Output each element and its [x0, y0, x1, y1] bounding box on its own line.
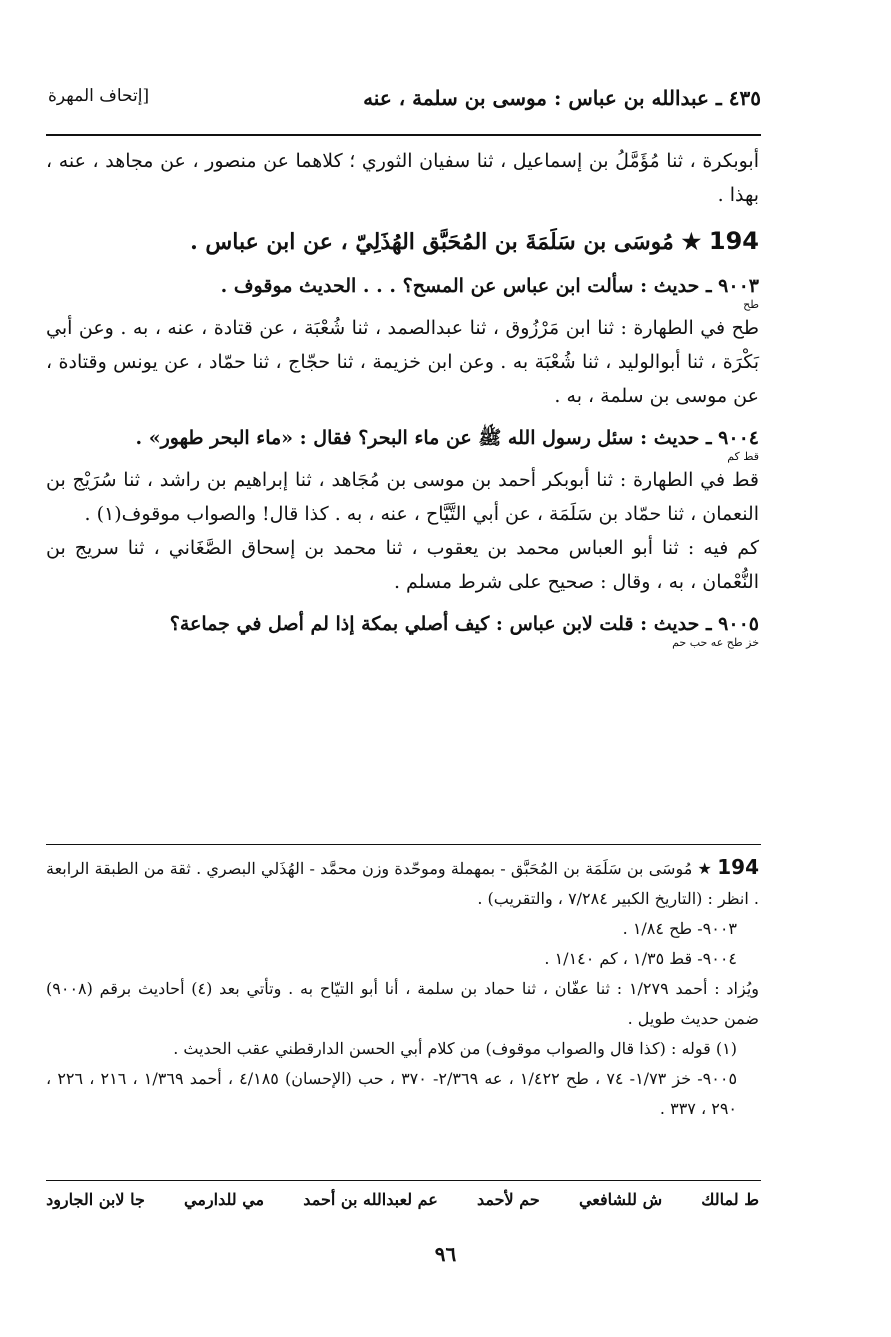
- book-name: [إتحاف المهرة: [48, 86, 150, 106]
- abbreviation-key: [46, 1190, 759, 1220]
- hadith-sources-9003: طح: [743, 298, 759, 311]
- hadith-heading-9003: ٩٠٠٣ ـ حديث : سألت ابن عباس عن المسح؟ . . . الحديث موقوف .: [220, 275, 759, 297]
- hadith-text-9004-b: كم فيه : ثنا أبو العباس محمد بن يعقوب ، ثنا محمد بن إسحاق الصَّغَاني ، ثنا سريج بن النُّعْمان ، به ، وقال : صحيح على شرط مسلم .: [46, 537, 759, 593]
- star-icon: ★: [681, 229, 702, 255]
- footer-rule: [46, 1180, 761, 1181]
- abbr-item: مي للدارمي: [184, 1190, 265, 1209]
- footnotes: [46, 852, 759, 1124]
- note-narrator-194: [46, 852, 759, 914]
- note-narrator-number: 194: [717, 855, 759, 879]
- hadith-sources-9004: قط كم: [727, 450, 759, 463]
- hadith-text-9003: طح في الطهارة : ثنا ابن مَرْزُوق ، ثنا عبدالصمد ، ثنا شُعْبَة ، عن قتادة ، عنه ، به . وعن أبي بَكْرَة ، ثنا أبوالوليد ، ثنا شُعْبَة به . وعن ابن خزيمة ، ثنا حجّاج ، ثنا حمّاد ، عن يونس وقتادة ، عن موسى بن سلمة ، به .: [46, 317, 759, 407]
- footnote-1: (١) قوله : (كذا قال والصواب موقوف) من كلام أبي الحسن الدارقطني عقب الحديث .: [173, 1039, 737, 1058]
- note-yuzad: ويُزاد : أحمد ١/٢٧٩ : ثنا عفّان ، ثنا حماد بن سلمة ، أنا أبو التيّاح به . وتأتي بعد (٤) أحاديث برقم (٩٠٠٨) ضمن حديث طويل .: [46, 979, 760, 1028]
- narrator-name: مُوسَى بن سَلَمَةَ بن المُحَبَّق الهُذَلِيّ ، عن ابن عباس .: [190, 229, 674, 255]
- abbr-item: عم لعبدالله بن أحمد: [303, 1190, 438, 1209]
- page-number: ٩٦: [434, 1242, 457, 1266]
- note-9004: ٩٠٠٤- قط ١/٣٥ ، كم ١/١٤٠ .: [544, 949, 737, 968]
- header-rule: [46, 134, 761, 136]
- star-icon: ★: [697, 859, 713, 878]
- main-text: [46, 144, 759, 649]
- note-9003: ٩٠٠٣- طح ١/٨٤ .: [622, 919, 737, 938]
- notes-rule: [46, 844, 761, 845]
- hadith-heading-9004: ٩٠٠٤ ـ حديث : سئل رسول الله ﷺ عن ماء البحر؟ فقال : «ماء البحر طهور» .: [135, 427, 759, 449]
- hadith-text-9004-a: قط في الطهارة : ثنا أبوبكر أحمد بن موسى بن مُجَاهد ، ثنا إبراهيم بن راشد ، ثنا سُرَيْج بن النعمان ، ثنا حمّاد بن سَلَمَة ، عن أبي التَّيَّاح ، عنه ، به . كذا قال! والصواب موقوف(١) .: [46, 469, 759, 525]
- abbr-item: ش للشافعي: [578, 1190, 663, 1209]
- note-9005: ٩٠٠٥- خز ١/٧٣- ٧٤ ، طح ١/٤٢٢ ، عه ٢/٣٦٩- ٣٧٠ ، حب (الإحسان) ٤/١٨٥ ، أحمد ١/٣٦٩ ، ٢١٦ ، ٢٢٦ ، ٢٩٠ ، ٣٣٧ .: [46, 1069, 738, 1118]
- hadith-sources-9005: خز طح عه حب حم: [672, 636, 759, 649]
- abbr-item: حم لأحمد: [477, 1190, 540, 1209]
- running-title: ٤٣٥ ـ عبدالله بن عباس : موسى بن سلمة ، عنه: [363, 86, 761, 110]
- note-narrator-text: مُوسَى بن سَلَمَة بن المُحَبَّق - بمهملة وموحّدة وزن محمَّد - الهُذَلي البصري . ثقة من الطبقة الرابعة . انظر : (التاريخ الكبير ٧/٢٨٤ ، والتقريب) .: [46, 859, 759, 908]
- abbr-item: ط لمالك: [701, 1190, 759, 1209]
- narrator-entry-heading: [46, 222, 759, 261]
- page-header: [48, 86, 761, 120]
- narrator-number: 194: [708, 227, 759, 255]
- abbr-item: جا لابن الجارود: [46, 1190, 145, 1209]
- continuation-paragraph: أبوبكرة ، ثنا مُؤَمَّلُ بن إسماعيل ، ثنا سفيان الثوري ؛ كلاهما عن منصور ، عن مجاهد ، عنه ، بهذا .: [46, 150, 759, 206]
- hadith-heading-9005: ٩٠٠٥ ـ حديث : قلت لابن عباس : كيف أصلي بمكة إذا لم أصل في جماعة؟: [169, 613, 759, 635]
